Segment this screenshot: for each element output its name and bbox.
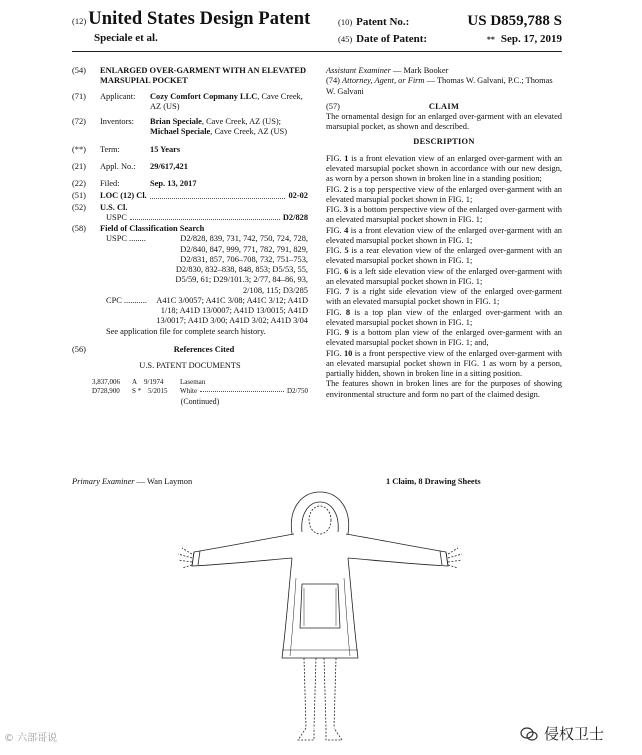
field-code: (74)	[326, 76, 340, 86]
fig-description: FIG. 2 is a top perspective view of the enlarged over-garment with an elevated marsupial pocket shown in FIG. 1;	[326, 184, 562, 204]
code-10: (10)	[338, 17, 353, 27]
uspc-value: D2/828	[282, 212, 308, 222]
header-right	[338, 8, 562, 47]
loc-label: LOC (12) Cl.	[100, 191, 147, 201]
left-sleeve	[192, 534, 294, 566]
fig-description: FIG. 9 is a bottom plan view of the enlarged over-garment with an elevated marsupial pocket shown in FIG. 1; and,	[326, 328, 562, 348]
table-row	[92, 387, 308, 396]
ref-star: *	[137, 386, 142, 395]
ref-kind: A	[132, 378, 138, 387]
right-column	[326, 66, 562, 400]
attorney-value: — Thomas W. Galvani, P.C.; Thomas W. Galvani	[326, 76, 553, 96]
references-cited-title: References Cited	[173, 344, 235, 354]
ref-number: 3,837,006	[92, 378, 120, 387]
field-code: (71)	[72, 91, 86, 101]
patent-number: US D859,788 S	[467, 13, 562, 29]
body-side-folds	[290, 578, 350, 656]
cpc-search-classes: A41C 3/0057; A41C 3/08; A41C 3/12; A41D 1/18; A41D 13/0007; A41D 13/0015; A41D 13/0017; A41D 3/00; A41D 3/02; A41D 3/04	[156, 295, 308, 326]
inventor-1: Brian Speciale	[150, 117, 202, 126]
right-hand-broken-line	[448, 548, 462, 568]
assistant-examiner	[326, 66, 562, 76]
uspc-label: USPC	[106, 212, 127, 222]
field-56	[72, 345, 308, 355]
filed-label: Filed:	[100, 179, 120, 188]
fig-description: FIG. 1 is a front elevation view of an enlarged over-garment with an elevated marsupial pocket shown in accordance with our new design, as worn by a person shown in broken line in a standing position;	[326, 153, 562, 184]
field-57	[326, 102, 562, 112]
field-search-label: Field of Classification Search	[100, 224, 205, 233]
inventors-label: Inventors:	[100, 117, 134, 126]
field-code: (56)	[72, 344, 86, 354]
term-value: 15 Years	[150, 144, 181, 154]
inventor-1-location: , Cave Creek, AZ (US);	[201, 117, 281, 126]
claim-text: The ornamental design for an enlarged over-garment with an elevated marsupial pocket, as shown and described.	[326, 112, 562, 132]
face-broken-line	[309, 506, 331, 534]
description-title: DESCRIPTION	[413, 136, 475, 146]
uspc-search-classes: D2/828, 839, 731, 742, 750, 724, 728, D2/840, 847, 999, 771, 782, 791, 829, D2/831, 857, 706–708, 732, 751–753, D2/830, 832–838, 848, 853; D5/53, 55, D5/59, 61; D29/101.3; 2/77, 84–86, 93, 2/108, 115; D3/285	[175, 234, 308, 295]
loc-value: 02-02	[288, 191, 308, 201]
field-52	[72, 203, 308, 224]
field-51	[72, 191, 308, 201]
ref-date: 5/2015	[148, 386, 168, 395]
date-label: Date of Patent:	[356, 33, 428, 46]
field-code: (52)	[72, 202, 86, 212]
leader-dots	[150, 191, 286, 198]
patent-number-row	[338, 12, 562, 30]
claims-drawing-sheets: 1 Claim, 8 Drawing Sheets	[386, 477, 481, 486]
inventor-line: Speciale et al.	[94, 31, 158, 44]
cpc-search-label: CPC ...........	[106, 295, 147, 305]
claim-title: CLAIM	[428, 101, 460, 111]
field-code: (51)	[72, 191, 86, 201]
ref-class: D2/750	[287, 386, 308, 395]
inventor-2-location: , Cave Creek, AZ (US)	[210, 127, 288, 137]
appl-no-label: Appl. No.:	[100, 161, 136, 171]
patent-no-label: Patent No.:	[356, 16, 410, 28]
code-12: (12)	[72, 16, 87, 26]
watermark-right	[520, 725, 604, 743]
field-22	[72, 179, 308, 189]
fig-description: FIG. 3 is a bottom perspective view of the enlarged over-garment with an elevated marsupial pocket shown in FIG. 1;	[326, 205, 562, 225]
table-row	[92, 378, 308, 387]
ref-kind: S	[132, 386, 136, 395]
uspc-search-label: USPC ........	[106, 234, 146, 244]
inventor-2: Michael Speciale	[150, 127, 211, 137]
field-code: (54)	[72, 66, 86, 75]
assistant-examiner-name: — Mark Booker	[393, 66, 449, 75]
us-cl-label: U.S. Cl.	[100, 202, 128, 212]
references-table	[92, 378, 308, 407]
date-row	[338, 33, 562, 46]
watermark-left: © 六部哥说	[4, 733, 58, 744]
field-code: (72)	[72, 117, 86, 126]
figure-descriptions	[326, 154, 562, 400]
broken-lines-note: The features shown in broken lines are for the purposes of showing environmental structure and form no part of the claimed design.	[326, 379, 562, 399]
leader-dots	[130, 213, 280, 220]
right-sleeve	[346, 534, 448, 566]
fig-description: FIG. 8 is a top plan view of the enlarged over-garment with an elevated marsupial pocket shown in FIG. 1;	[326, 307, 563, 327]
code-45: (45)	[338, 34, 353, 45]
field-code: (21)	[72, 161, 86, 171]
left-column	[72, 66, 308, 407]
term-stars: **	[486, 35, 495, 45]
field-54	[72, 66, 308, 87]
search-history-note: See application file for complete search history.	[106, 326, 266, 336]
attorney-label: Attorney, Agent, or Firm	[342, 76, 425, 86]
wechat-icon	[520, 727, 538, 742]
applicant-name: Cozy Comfort Copmany LLC	[150, 91, 258, 101]
ref-date: 9/1974	[144, 378, 164, 387]
ref-name: White	[180, 386, 198, 395]
right-cuff	[440, 551, 448, 566]
field-term	[72, 145, 308, 155]
continued-note: (Continued)	[180, 397, 220, 407]
applicant-label: Applicant:	[100, 91, 136, 101]
fig-description: FIG. 5 is a rear elevation view of the enlarged over-garment with an elevated marsupial pocket shown in FIG. 1;	[326, 246, 562, 266]
feet-broken-line	[298, 728, 342, 740]
field-71	[72, 92, 308, 113]
hoodie-figure-drawing	[170, 488, 470, 750]
primary-examiner-name: — Wan Laymon	[136, 477, 193, 486]
field-code: (22)	[72, 179, 86, 188]
pocket-opening	[304, 588, 336, 626]
header-left	[72, 8, 310, 45]
hood-outline	[291, 492, 348, 534]
ref-name: Laseman	[180, 378, 206, 387]
assistant-examiner-label: Assistant Examiner	[326, 66, 391, 75]
hood-inner	[302, 502, 339, 532]
watermark-right-text: 侵权卫士	[544, 725, 605, 743]
field-21	[72, 162, 308, 172]
ref-number: D728,900	[92, 386, 120, 395]
applicant-location: , Cave Creek, AZ (US)	[150, 91, 303, 111]
primary-examiner-label: Primary Examiner	[72, 477, 135, 486]
patent-type-title: United States Design Patent	[88, 9, 311, 29]
field-code: (58)	[72, 224, 86, 233]
design-title: ENLARGED OVER-GARMENT WITH AN ELEVATED MARSUPIAL POCKET	[100, 66, 306, 86]
patent-header	[72, 8, 562, 52]
primary-examiner	[72, 477, 192, 487]
body-outline	[282, 558, 358, 658]
left-hand-broken-line	[178, 548, 192, 568]
field-code: (57)	[326, 101, 340, 111]
leader-dots	[200, 387, 284, 393]
fig-description: FIG. 6 is a left side elevation view of the enlarged over-garment with an elevated marsupial pocket shown in FIG. 1;	[326, 266, 562, 286]
field-58	[72, 224, 308, 337]
us-patent-documents-heading: U.S. PATENT DOCUMENTS	[139, 361, 241, 370]
fig-description: FIG. 10 is a front perspective view of the enlarged over-garment with an elevated marsupial pocket shown in FIG. 1 as worn by a person, partially hidden, shown in broken line in a sitting position.	[326, 348, 562, 378]
field-72	[72, 117, 308, 138]
fig-description: FIG. 7 is a right side elevation view of the enlarged over-garment with an elevated marsupial pocket shown in FIG. 1;	[326, 287, 562, 307]
filed-value: Sep. 13, 2017	[150, 179, 197, 188]
patent-date: Sep. 17, 2019	[500, 33, 562, 46]
left-cuff	[192, 551, 200, 566]
field-74	[326, 76, 562, 97]
fig-description: FIG. 4 is a front elevation view of the enlarged over-garment with an elevated marsupial pocket shown in FIG. 1;	[326, 225, 562, 245]
appl-no-value: 29/617,421	[150, 161, 188, 171]
marsupial-pocket	[300, 584, 340, 628]
field-code: (**)	[72, 144, 86, 154]
legs-broken-line	[304, 658, 336, 728]
term-label: Term:	[100, 144, 120, 154]
